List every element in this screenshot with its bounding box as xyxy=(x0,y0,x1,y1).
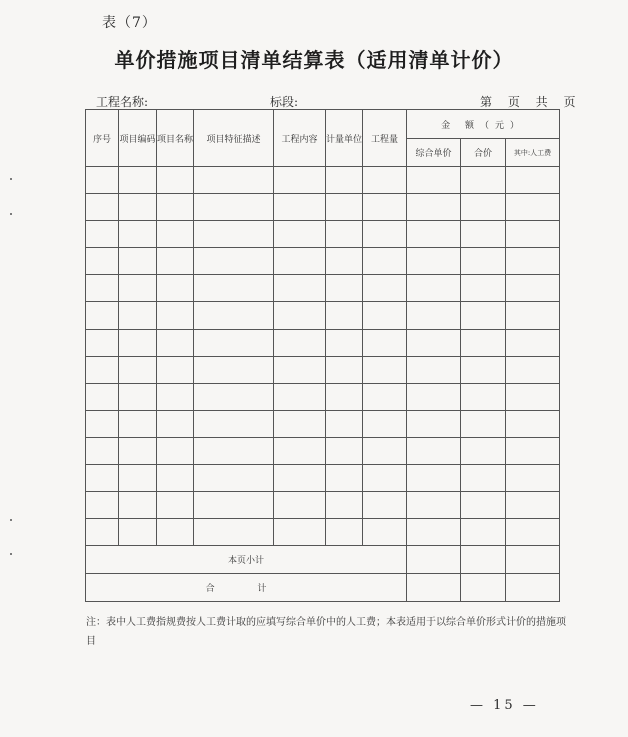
table-cell[interactable] xyxy=(326,221,363,248)
table-cell[interactable] xyxy=(461,410,506,437)
table-row xyxy=(86,275,560,302)
table-cell[interactable] xyxy=(363,302,407,329)
table-cell[interactable] xyxy=(506,410,560,437)
table-note: 注：表中人工费指规费按人工费计取的应填写综合单价中的人工费；本表适用于以综合单价形式计价的措施项目 xyxy=(86,617,566,647)
table-row xyxy=(86,194,560,221)
table-cell[interactable] xyxy=(461,356,506,383)
table-cell[interactable] xyxy=(326,383,363,410)
table-cell[interactable] xyxy=(363,437,407,464)
table-cell[interactable] xyxy=(407,275,461,302)
table-cell[interactable] xyxy=(407,302,461,329)
table-cell[interactable] xyxy=(363,465,407,492)
table-cell[interactable] xyxy=(194,492,274,519)
table-cell[interactable] xyxy=(274,194,326,221)
table-cell[interactable] xyxy=(274,221,326,248)
table-row xyxy=(86,465,560,492)
table-cell[interactable] xyxy=(194,302,274,329)
table-cell[interactable] xyxy=(363,248,407,275)
project-name-label: 工程名称: xyxy=(96,95,149,109)
table-cell[interactable] xyxy=(363,221,407,248)
table-cell[interactable] xyxy=(407,248,461,275)
table-cell[interactable] xyxy=(194,519,274,546)
col-quantity: 工程量 xyxy=(363,110,407,167)
table-cell[interactable] xyxy=(461,194,506,221)
table-cell[interactable] xyxy=(363,519,407,546)
table-cell[interactable] xyxy=(119,194,157,221)
col-total: 合价 xyxy=(461,139,506,167)
table-row xyxy=(86,221,560,248)
table-cell[interactable] xyxy=(119,356,157,383)
table-cell[interactable] xyxy=(86,221,119,248)
table-cell[interactable] xyxy=(407,410,461,437)
table-cell[interactable] xyxy=(86,465,119,492)
table-cell[interactable] xyxy=(326,356,363,383)
table-cell[interactable] xyxy=(363,167,407,194)
table-cell[interactable] xyxy=(326,519,363,546)
table-cell[interactable] xyxy=(119,437,157,464)
table-cell[interactable] xyxy=(157,356,194,383)
table-row xyxy=(86,519,560,546)
table-cell[interactable] xyxy=(407,329,461,356)
table-cell[interactable] xyxy=(274,410,326,437)
table-row xyxy=(86,492,560,519)
table-cell[interactable] xyxy=(157,329,194,356)
page-number: — 15 — xyxy=(470,698,539,713)
table-cell[interactable] xyxy=(506,574,560,602)
table-cell[interactable] xyxy=(274,356,326,383)
table-cell[interactable] xyxy=(326,492,363,519)
table-cell[interactable] xyxy=(506,437,560,464)
table-cell[interactable] xyxy=(407,574,461,602)
col-name: 项目名称 xyxy=(157,110,194,167)
table-cell[interactable] xyxy=(363,383,407,410)
table-cell[interactable] xyxy=(274,302,326,329)
table-cell[interactable] xyxy=(461,167,506,194)
col-unit-price: 综合单价 xyxy=(407,139,461,167)
table-cell[interactable] xyxy=(157,492,194,519)
table-cell[interactable] xyxy=(274,167,326,194)
table-cell[interactable] xyxy=(194,194,274,221)
table-cell[interactable] xyxy=(506,383,560,410)
table-cell[interactable] xyxy=(407,221,461,248)
table-cell[interactable] xyxy=(461,574,506,602)
table-cell[interactable] xyxy=(119,248,157,275)
col-amount: 金 额（元） xyxy=(407,110,560,139)
table-row xyxy=(86,383,560,410)
table-cell[interactable] xyxy=(326,302,363,329)
table-cell[interactable] xyxy=(274,248,326,275)
table-cell[interactable] xyxy=(407,546,461,574)
section-label: 标段: xyxy=(270,95,299,109)
table-cell[interactable] xyxy=(119,302,157,329)
table-cell[interactable] xyxy=(461,546,506,574)
table-cell[interactable] xyxy=(274,465,326,492)
table-cell[interactable] xyxy=(86,492,119,519)
total-label: 合 计 xyxy=(86,574,407,602)
table-cell[interactable] xyxy=(461,221,506,248)
table-cell[interactable] xyxy=(157,383,194,410)
table-cell[interactable] xyxy=(86,410,119,437)
total-row xyxy=(86,574,560,602)
table-cell[interactable] xyxy=(157,248,194,275)
table-cell[interactable] xyxy=(326,437,363,464)
table-cell[interactable] xyxy=(274,519,326,546)
table-cell[interactable] xyxy=(407,437,461,464)
col-features: 项目特征描述 xyxy=(194,110,274,167)
table-row xyxy=(86,356,560,383)
table-cell[interactable] xyxy=(326,275,363,302)
table-cell[interactable] xyxy=(506,221,560,248)
table-cell[interactable] xyxy=(86,383,119,410)
table-cell[interactable] xyxy=(194,275,274,302)
table-cell[interactable] xyxy=(194,410,274,437)
table-cell[interactable] xyxy=(461,437,506,464)
table-cell[interactable] xyxy=(119,410,157,437)
table-cell[interactable] xyxy=(194,167,274,194)
table-cell[interactable] xyxy=(194,383,274,410)
table-cell[interactable] xyxy=(363,329,407,356)
table-cell[interactable] xyxy=(119,465,157,492)
table-cell[interactable] xyxy=(461,492,506,519)
table-row xyxy=(86,302,560,329)
table-cell[interactable] xyxy=(274,437,326,464)
table-cell[interactable] xyxy=(407,519,461,546)
table-cell[interactable] xyxy=(326,194,363,221)
table-number: 表（7） xyxy=(102,15,157,31)
table-cell[interactable] xyxy=(86,275,119,302)
table-cell[interactable] xyxy=(506,492,560,519)
table-cell[interactable] xyxy=(157,519,194,546)
table-cell[interactable] xyxy=(157,410,194,437)
page-title: 单价措施项目清单结算表（适用清单计价） xyxy=(114,48,514,72)
table-cell[interactable] xyxy=(86,167,119,194)
table-cell[interactable] xyxy=(363,410,407,437)
table-cell[interactable] xyxy=(326,329,363,356)
table-cell[interactable] xyxy=(506,248,560,275)
table-cell[interactable] xyxy=(86,194,119,221)
table-cell[interactable] xyxy=(506,329,560,356)
subtotal-label: 本页小计 xyxy=(86,546,407,574)
table-cell[interactable] xyxy=(86,302,119,329)
table-cell[interactable] xyxy=(461,329,506,356)
table-row xyxy=(86,410,560,437)
table-row xyxy=(86,167,560,194)
table-cell[interactable] xyxy=(407,194,461,221)
table-cell[interactable] xyxy=(461,275,506,302)
table-cell[interactable] xyxy=(157,302,194,329)
table-cell[interactable] xyxy=(506,465,560,492)
subtotal-row xyxy=(86,546,560,574)
settlement-table xyxy=(85,109,560,602)
table-cell[interactable] xyxy=(506,167,560,194)
table-cell[interactable] xyxy=(119,275,157,302)
table-cell[interactable] xyxy=(461,519,506,546)
table-cell[interactable] xyxy=(157,167,194,194)
table-cell[interactable] xyxy=(326,465,363,492)
table-row xyxy=(86,329,560,356)
scan-speck xyxy=(10,519,12,521)
table-cell[interactable] xyxy=(119,167,157,194)
scan-speck xyxy=(10,213,12,215)
table-cell[interactable] xyxy=(363,356,407,383)
table-cell[interactable] xyxy=(119,519,157,546)
table-cell[interactable] xyxy=(461,302,506,329)
table-cell[interactable] xyxy=(274,383,326,410)
col-seq: 序号 xyxy=(86,110,119,167)
table-cell[interactable] xyxy=(194,329,274,356)
table-cell[interactable] xyxy=(506,194,560,221)
table-cell[interactable] xyxy=(506,546,560,574)
table-cell[interactable] xyxy=(461,248,506,275)
page-info: 第 页 共 页 xyxy=(480,95,582,109)
table-cell[interactable] xyxy=(407,492,461,519)
table-cell[interactable] xyxy=(506,519,560,546)
table-cell[interactable] xyxy=(157,437,194,464)
table-cell[interactable] xyxy=(506,275,560,302)
table-cell[interactable] xyxy=(86,329,119,356)
table-cell[interactable] xyxy=(274,329,326,356)
table-cell[interactable] xyxy=(274,492,326,519)
table-cell[interactable] xyxy=(194,221,274,248)
col-unit: 计量单位 xyxy=(326,110,363,167)
table-cell[interactable] xyxy=(194,465,274,492)
scan-speck xyxy=(10,178,12,180)
table-cell[interactable] xyxy=(119,492,157,519)
col-content: 工程内容 xyxy=(274,110,326,167)
table-cell[interactable] xyxy=(326,167,363,194)
table-cell[interactable] xyxy=(407,465,461,492)
table-cell[interactable] xyxy=(119,383,157,410)
col-labor: 其中:人工费 xyxy=(506,139,560,167)
table-cell[interactable] xyxy=(326,248,363,275)
table-row xyxy=(86,248,560,275)
table-cell[interactable] xyxy=(326,410,363,437)
table-cell[interactable] xyxy=(119,221,157,248)
table-cell[interactable] xyxy=(157,221,194,248)
table-cell[interactable] xyxy=(86,519,119,546)
table-cell[interactable] xyxy=(506,302,560,329)
col-code: 项目编码 xyxy=(119,110,157,167)
table-cell[interactable] xyxy=(119,329,157,356)
table-cell[interactable] xyxy=(363,275,407,302)
table-cell[interactable] xyxy=(86,248,119,275)
table-cell[interactable] xyxy=(157,275,194,302)
table-cell[interactable] xyxy=(274,275,326,302)
table-cell[interactable] xyxy=(194,248,274,275)
table-cell[interactable] xyxy=(363,194,407,221)
table-cell[interactable] xyxy=(461,383,506,410)
table-cell[interactable] xyxy=(407,356,461,383)
table-cell[interactable] xyxy=(194,437,274,464)
table-cell[interactable] xyxy=(157,194,194,221)
table-cell[interactable] xyxy=(506,356,560,383)
table-cell[interactable] xyxy=(407,383,461,410)
table-cell[interactable] xyxy=(461,465,506,492)
table-cell[interactable] xyxy=(194,356,274,383)
scan-speck xyxy=(10,553,12,555)
table-cell[interactable] xyxy=(157,465,194,492)
table-cell[interactable] xyxy=(86,356,119,383)
table-cell[interactable] xyxy=(407,167,461,194)
table-row xyxy=(86,437,560,464)
table-cell[interactable] xyxy=(363,492,407,519)
table-cell[interactable] xyxy=(86,437,119,464)
